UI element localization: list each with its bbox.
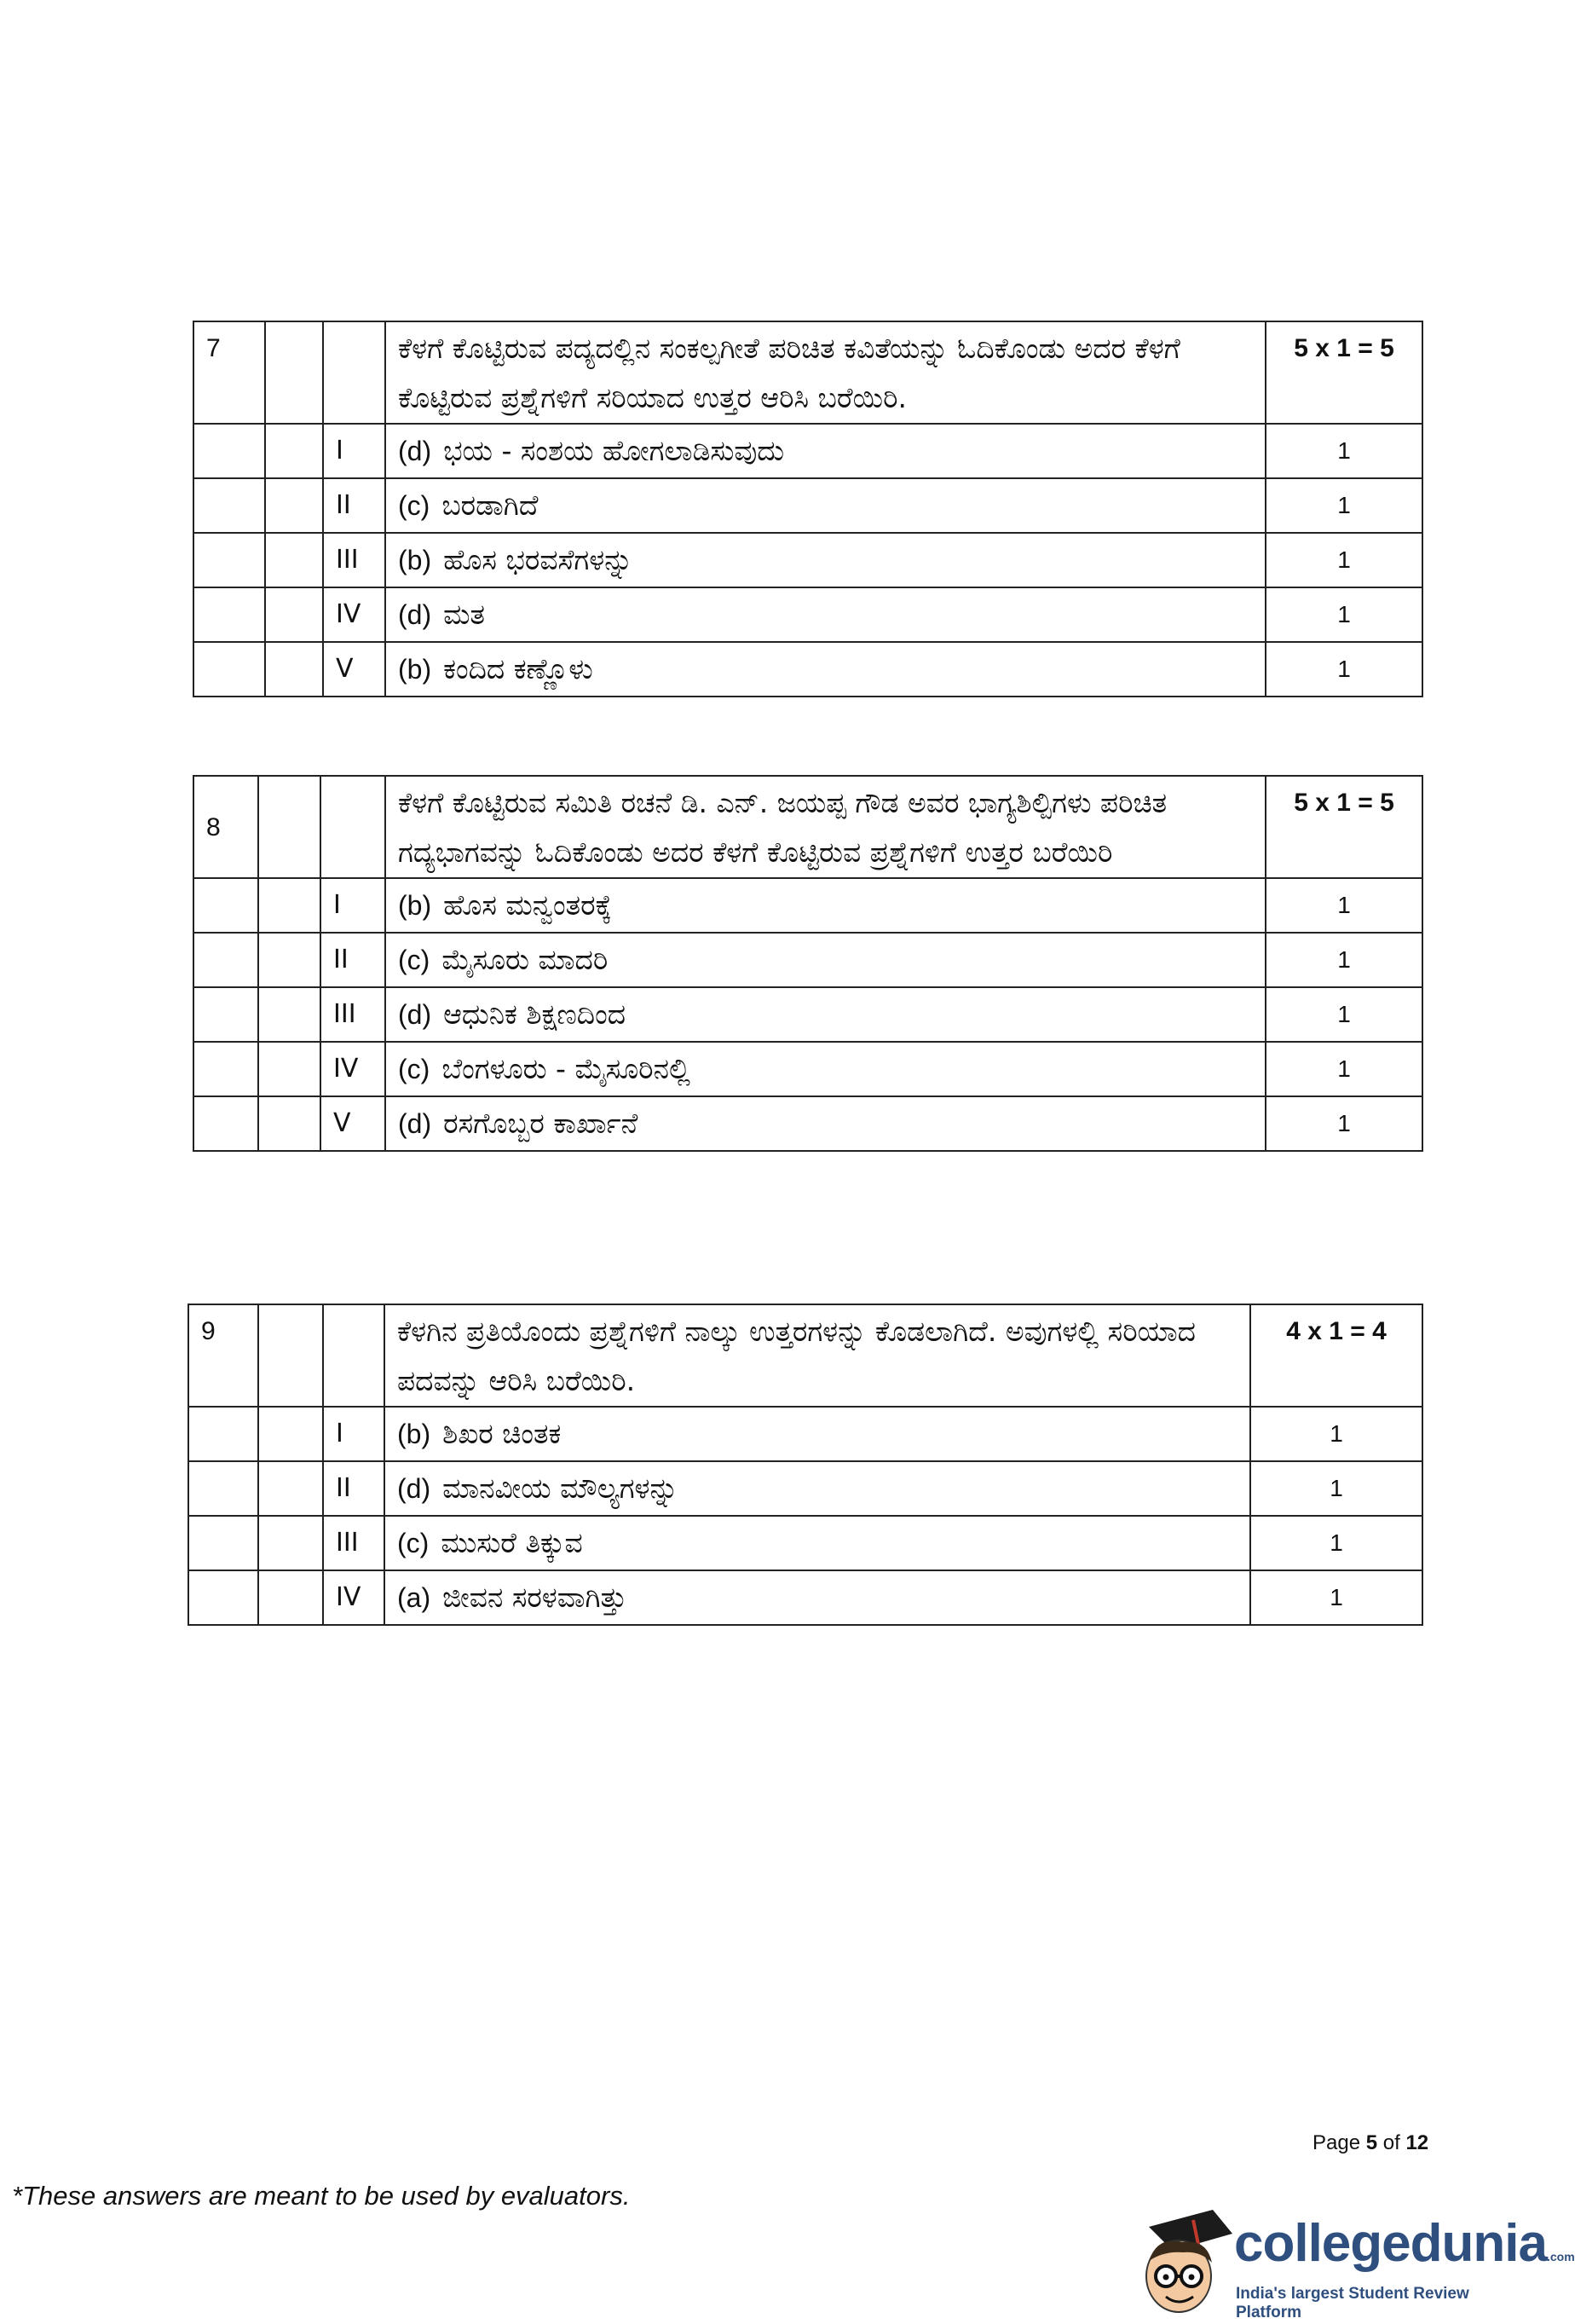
brand-tagline: India's largest Student Review Platform (1236, 2285, 1469, 2321)
answer-text: ಮತ (443, 598, 485, 631)
collegedunia-logo[interactable] (1132, 2201, 1575, 2321)
answer-text: ಹೊಸ ಮನ್ವಂತರಕ್ಕೆ (443, 888, 612, 922)
answer-text: ಕಂದಿದ ಕಣ್ಣೊಳು (443, 652, 593, 685)
answer-text: ಮೈಸೂರು ಮಾದರಿ (441, 943, 609, 976)
answer-mark: 1 (1266, 478, 1422, 533)
sub-question-number: II (323, 1461, 384, 1516)
answer-option: (b) (398, 890, 432, 921)
answer-cell (384, 1516, 1250, 1570)
page-prefix: Page (1312, 2131, 1361, 2154)
answer-text: ಮಾನವೀಯ ಮೌಲ್ಯಗಳನ್ನು (442, 1471, 678, 1505)
question-text: ಕೆಳಗೆ ಕೊಟ್ಟಿರುವ ಪದ್ಯದಲ್ಲಿನ ಸಂಕಲ್ಪಗೀತೆ ಪರಿಚಿತ ಕವಿತೆಯನ್ನು ಓದಿಕೊಂಡು ಅದರ ಕೆಳಗೆ ಕೊಟ್ಟಿರುವ ಪ್ರಶ್ನೆಗಳಿಗೆ ಸರಿಯಾದ ಉತ್ತರ ಆರಿಸಿ ಬರೆಯಿರಿ. (385, 321, 1266, 424)
answer-mark: 1 (1250, 1570, 1422, 1625)
question-text: ಕೆಳಗಿನ ಪ್ರತಿಯೊಂದು ಪ್ರಶ್ನೆಗಳಿಗೆ ನಾಲ್ಕು ಉತ್ತರಗಳನ್ನು ಕೊಡಲಾಗಿದೆ. ಅವುಗಳಲ್ಲಿ ಸರಿಯಾದ ಪದವನ್ನು ಆರಿಸಿ ಬರೆಯಿರಿ. (384, 1304, 1250, 1407)
answer-cell (385, 878, 1266, 933)
sub-question-number: III (323, 1516, 384, 1570)
answer-cell (385, 933, 1266, 987)
answer-row (193, 424, 1422, 478)
answer-option: (c) (398, 490, 430, 521)
answer-option: (c) (398, 1054, 430, 1084)
sub-question-number: V (323, 642, 385, 697)
answer-option: (c) (398, 945, 430, 975)
sub-question-number: V (320, 1096, 385, 1151)
sub-question-number: I (320, 878, 385, 933)
page-current: 5 (1365, 2131, 1378, 2154)
question-number: 8 (193, 776, 258, 878)
answer-mark: 1 (1266, 1042, 1422, 1096)
brand-text: collegedunia (1234, 2214, 1547, 2273)
answer-option: (a) (397, 1582, 431, 1613)
answer-cell (384, 1570, 1250, 1625)
answer-cell (385, 478, 1266, 533)
page-of: of (1382, 2131, 1400, 2154)
brand-name (1234, 2213, 1575, 2274)
sub-question-number: II (320, 933, 385, 987)
sub-question-number: I (323, 424, 385, 478)
answer-mark: 1 (1250, 1461, 1422, 1516)
question-number: 7 (193, 321, 265, 424)
answer-mark: 1 (1250, 1407, 1422, 1461)
answer-option: (d) (398, 599, 432, 630)
evaluator-footnote: *These answers are meant to be used by evaluators. (12, 2181, 631, 2211)
answer-cell (384, 1407, 1250, 1461)
answer-text: ಬರಡಾಗಿದೆ (441, 489, 539, 522)
question-row (188, 1304, 1422, 1407)
answer-row (193, 933, 1422, 987)
answer-text: ಮುಸುರೆ ತಿಕ್ಕುವ (441, 1526, 583, 1559)
page-total: 12 (1405, 2131, 1429, 2154)
question-row (193, 776, 1422, 878)
answer-option: (b) (398, 654, 432, 685)
answer-cell (385, 1042, 1266, 1096)
answer-text: ಭಯ - ಸಂಶಯ ಹೋಗಲಾಡಿಸುವುದು (443, 434, 785, 467)
answer-cell (384, 1461, 1250, 1516)
answer-text: ಜೀವನ ಸರಳವಾಗಿತ್ತು (442, 1581, 627, 1614)
question-marks: 4 x 1 = 4 (1250, 1304, 1422, 1407)
answer-option: (b) (398, 545, 432, 575)
question-number: 9 (188, 1304, 258, 1407)
sub-question-number: IV (323, 587, 385, 642)
answer-option: (d) (397, 1473, 431, 1504)
answer-mark: 1 (1266, 587, 1422, 642)
answer-cell (385, 1096, 1266, 1151)
answer-row (188, 1407, 1422, 1461)
sub-question-number: III (323, 533, 385, 587)
answer-text: ಹೊಸ ಭರವಸೆಗಳನ್ನು (443, 543, 633, 576)
answer-row (193, 1042, 1422, 1096)
answer-table-q8 (193, 775, 1423, 1152)
answer-cell (385, 587, 1266, 642)
sub-question-number: II (323, 478, 385, 533)
answer-mark: 1 (1266, 987, 1422, 1042)
answer-cell (385, 424, 1266, 478)
answer-row (188, 1570, 1422, 1625)
answer-option: (d) (398, 1108, 432, 1139)
answer-text: ರಸಗೊಬ್ಬರ ಕಾರ್ಖಾನೆ (443, 1107, 638, 1140)
answer-table-q7 (193, 321, 1423, 697)
question-marks: 5 x 1 = 5 (1266, 776, 1422, 878)
answer-row (193, 642, 1422, 697)
student-mascot-icon (1132, 2201, 1234, 2321)
answer-mark: 1 (1266, 642, 1422, 697)
answer-option: (c) (397, 1528, 430, 1558)
brand-suffix: .com (1546, 2250, 1575, 2263)
answer-option: (d) (398, 999, 432, 1030)
answer-text: ಆಧುನಿಕ ಶಿಕ್ಷಣದಿಂದ (443, 997, 626, 1031)
question-row (193, 321, 1422, 424)
answer-option: (b) (397, 1419, 431, 1449)
sub-question-number: I (323, 1407, 384, 1461)
answer-mark: 1 (1266, 878, 1422, 933)
sub-question-number: III (320, 987, 385, 1042)
answer-mark: 1 (1266, 1096, 1422, 1151)
answer-row (188, 1516, 1422, 1570)
answer-table-q9 (188, 1304, 1423, 1626)
question-marks: 5 x 1 = 5 (1266, 321, 1422, 424)
answer-row (193, 587, 1422, 642)
answer-text: ಬೆಂಗಳೂರು - ಮೈಸೂರಿನಲ್ಲಿ (441, 1052, 690, 1085)
answer-row (193, 987, 1422, 1042)
answer-mark: 1 (1266, 424, 1422, 478)
answer-cell (385, 987, 1266, 1042)
answer-text: ಶಿಖರ ಚಿಂತಕ (442, 1417, 562, 1450)
answer-mark: 1 (1266, 533, 1422, 587)
question-text: ಕೆಳಗೆ ಕೊಟ್ಟಿರುವ ಸಮಿತಿ ರಚನೆ ಡಿ. ಎನ್. ಜಯಪ್ಪ ಗೌಡ ಅವರ ಭಾಗ್ಯಶಿಲ್ಪಿಗಳು ಪರಿಚಿತ ಗದ್ಯಭಾಗವನ್ನು ಓದಿಕೊಂಡು ಅದರ ಕೆಳಗೆ ಕೊಟ್ಟಿರುವ ಪ್ರಶ್ನೆಗಳಿಗೆ ಉತ್ತರ ಬರೆಯಿರಿ (385, 776, 1266, 878)
answer-mark: 1 (1250, 1516, 1422, 1570)
answer-mark: 1 (1266, 933, 1422, 987)
page-number (1312, 2131, 1428, 2155)
answer-row (193, 478, 1422, 533)
answer-row (193, 1096, 1422, 1151)
answer-row (193, 878, 1422, 933)
answer-row (188, 1461, 1422, 1516)
answer-option: (d) (398, 436, 432, 466)
sub-question-number: IV (320, 1042, 385, 1096)
answer-row (193, 533, 1422, 587)
answer-cell (385, 642, 1266, 697)
sub-question-number: IV (323, 1570, 384, 1625)
answer-cell (385, 533, 1266, 587)
